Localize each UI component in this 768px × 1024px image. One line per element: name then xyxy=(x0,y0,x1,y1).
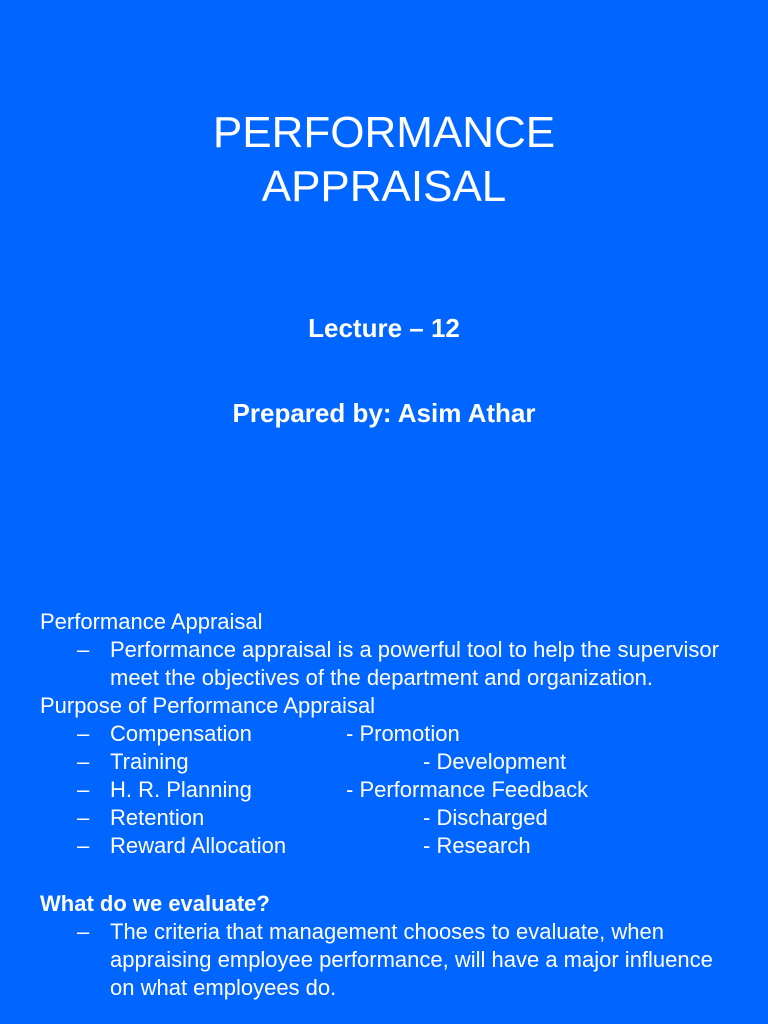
bullet-item xyxy=(40,636,740,692)
heading-what-evaluate: What do we evaluate? xyxy=(40,891,270,916)
dash-bullet: – xyxy=(77,637,90,662)
heading-performance-appraisal: Performance Appraisal xyxy=(40,609,263,634)
dash-bullet: – xyxy=(77,919,90,944)
bullet-text: The criteria that management chooses to evaluate, when appraising employee performance, will have a major influence on what employees do. xyxy=(110,919,713,1000)
bullet-item xyxy=(40,918,740,1002)
slide-title xyxy=(0,106,768,214)
dash-bullet: – xyxy=(77,749,90,774)
slide-title-line-2: APPRAISAL xyxy=(261,162,507,211)
content-slide xyxy=(40,608,740,1002)
bullet-text: Performance appraisal is a powerful tool to help the supervisor meet the objectives of the department and organization. xyxy=(110,637,719,690)
slide-title-line-1: PERFORMANCE xyxy=(212,108,556,157)
purpose-right: - Research xyxy=(423,833,531,858)
prepared-by: Prepared by: Asim Athar xyxy=(232,398,536,428)
heading-purpose: Purpose of Performance Appraisal xyxy=(40,693,376,718)
purpose-left: H. R. Planning xyxy=(110,777,252,802)
purpose-row xyxy=(40,748,740,776)
purpose-left: Compensation xyxy=(110,721,252,746)
dash-bullet: – xyxy=(77,777,90,802)
purpose-right: - Discharged xyxy=(423,805,548,830)
purpose-right: - Promotion xyxy=(346,721,460,746)
dash-bullet: – xyxy=(77,833,90,858)
lecture-number: Lecture – 12 xyxy=(308,313,460,343)
purpose-left: Reward Allocation xyxy=(110,833,287,858)
purpose-row xyxy=(40,832,740,860)
purpose-row xyxy=(40,720,740,748)
dash-bullet: – xyxy=(77,805,90,830)
purpose-row xyxy=(40,776,740,804)
purpose-right: - Development xyxy=(423,749,567,774)
purpose-right: - Performance Feedback xyxy=(346,777,589,802)
spacer xyxy=(40,860,740,890)
purpose-left: Retention xyxy=(110,805,205,830)
purpose-row xyxy=(40,804,740,832)
purpose-left: Training xyxy=(110,749,189,774)
dash-bullet: – xyxy=(77,721,90,746)
